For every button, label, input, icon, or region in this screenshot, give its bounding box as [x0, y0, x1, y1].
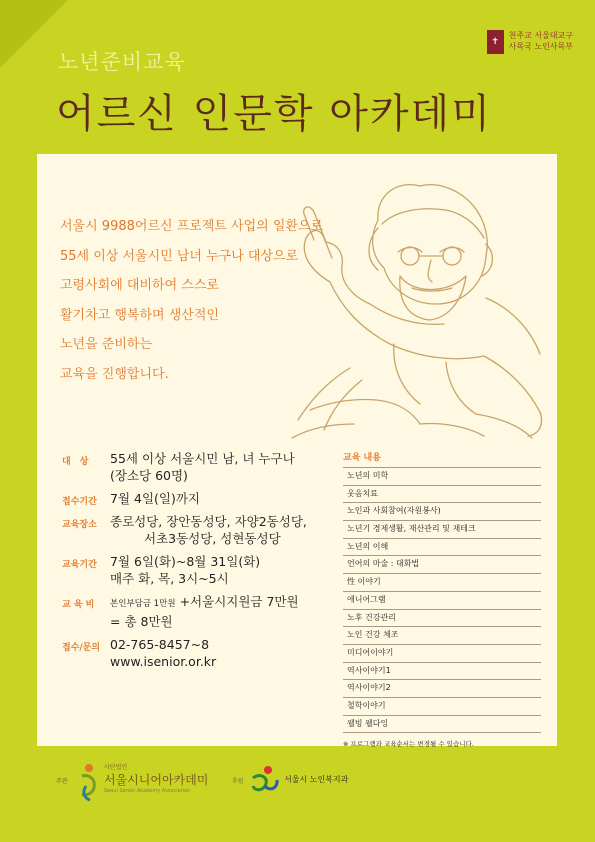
education-item: 역사이야기1: [343, 663, 541, 681]
contact-row: [62, 636, 352, 670]
contact-label: 접수/문의: [62, 643, 101, 653]
fee-total: = 총 8만원: [110, 614, 173, 629]
sponsor-label: 후원: [232, 778, 244, 785]
footer: [0, 758, 595, 818]
org-name-line1: 천주교 서울대교구: [508, 31, 573, 40]
church-icon: ✝: [487, 30, 504, 54]
org-logo: [487, 30, 573, 54]
host-small: 사단법인: [104, 764, 128, 771]
education-item: 역사이야기2: [343, 680, 541, 698]
education-item: 노인과 사회참여(자원봉사): [343, 503, 541, 521]
education-item: 노년의 미학: [343, 468, 541, 486]
place-row: [62, 513, 352, 547]
education-item: 언어의 마술 : 대화법: [343, 556, 541, 574]
period-label: 교육기간: [62, 560, 97, 570]
sponsor-name: 서울시 노인복지과: [284, 775, 349, 784]
page-title: 어르신 인문학 아카데미: [56, 91, 492, 137]
education-item: 노후 건강관리: [343, 610, 541, 628]
target-label: 대 상: [62, 457, 89, 467]
education-item: 노년의 이해: [343, 539, 541, 557]
education-item: 미디어이야기: [343, 645, 541, 663]
host-name: 서울시니어아카데미: [104, 773, 209, 787]
intro-line: 55세 이상 서울시민 남녀 누구나 대상으로: [60, 248, 299, 264]
deadline-value: 7월 4일(일)까지: [110, 491, 201, 506]
target-value: 55세 이상 서울시민 남, 녀 누구나: [110, 451, 295, 466]
senior-academy-logo-icon: [78, 762, 100, 802]
education-note: ※ 프로그램과 교육순서는 변경될 수 있습니다.: [343, 740, 474, 749]
info-block: [62, 450, 352, 676]
education-title: 교육 내용: [343, 453, 381, 463]
fee-label: 교 육 비: [62, 600, 95, 610]
contact-url[interactable]: www.isenior.or.kr: [110, 654, 217, 669]
org-name-line2: 사목국 노인사목부: [508, 42, 573, 51]
place-value-2: 서초3동성당, 성현동성당: [144, 531, 281, 546]
intro-text: [60, 212, 323, 389]
intro-line: 노년을 준비하는: [60, 337, 153, 352]
education-item: 애니어그램: [343, 592, 541, 610]
seoul-city-logo-icon: [250, 764, 280, 794]
intro-line: 서울시 9988어르신 프로젝트 사업의 일환으로: [60, 219, 324, 234]
target-capacity: (장소당 60명): [110, 468, 188, 483]
fee-self: 본인부담금 1만원: [110, 599, 176, 609]
education-item: 웃음치료: [343, 486, 541, 504]
period-value: 7월 6일(화)~8월 31일(화): [110, 554, 261, 569]
subtitle: 노년준비교육: [58, 50, 186, 74]
education-item: 노인 건강 체조: [343, 627, 541, 645]
education-item: 性 이야기: [343, 574, 541, 592]
period-row: [62, 553, 352, 587]
intro-line: 활기차고 행복하며 생산적인: [60, 307, 219, 323]
fee-row: [62, 593, 352, 630]
deadline-label: 접수기간: [62, 497, 97, 507]
schedule-value: 매주 화, 목, 3시~5시: [110, 571, 229, 586]
place-label: 교육장소: [62, 520, 97, 530]
host-label: 주관: [56, 778, 68, 785]
deadline-row: [62, 490, 352, 507]
place-value-1: 종로성당, 장안동성당, 자양2동성당,: [110, 514, 307, 529]
education-item: 노년기 경제생활, 재산관리 및 재테크: [343, 521, 541, 539]
fee-support: +서울시지원금 7만원: [179, 594, 299, 609]
contact-phone: 02-765-8457~8: [110, 637, 210, 652]
education-item: 철학이야기: [343, 698, 541, 716]
education-item: 웰빙 웰다잉: [343, 716, 541, 734]
intro-line: 교육을 진행합니다.: [60, 366, 169, 382]
target-row: [62, 450, 352, 484]
education-list: [343, 467, 541, 733]
education-panel: [343, 450, 541, 748]
host-english: Seoul Senior Academy Association: [104, 788, 191, 794]
intro-line: 고령사회에 대비하여 스스로: [60, 278, 219, 293]
